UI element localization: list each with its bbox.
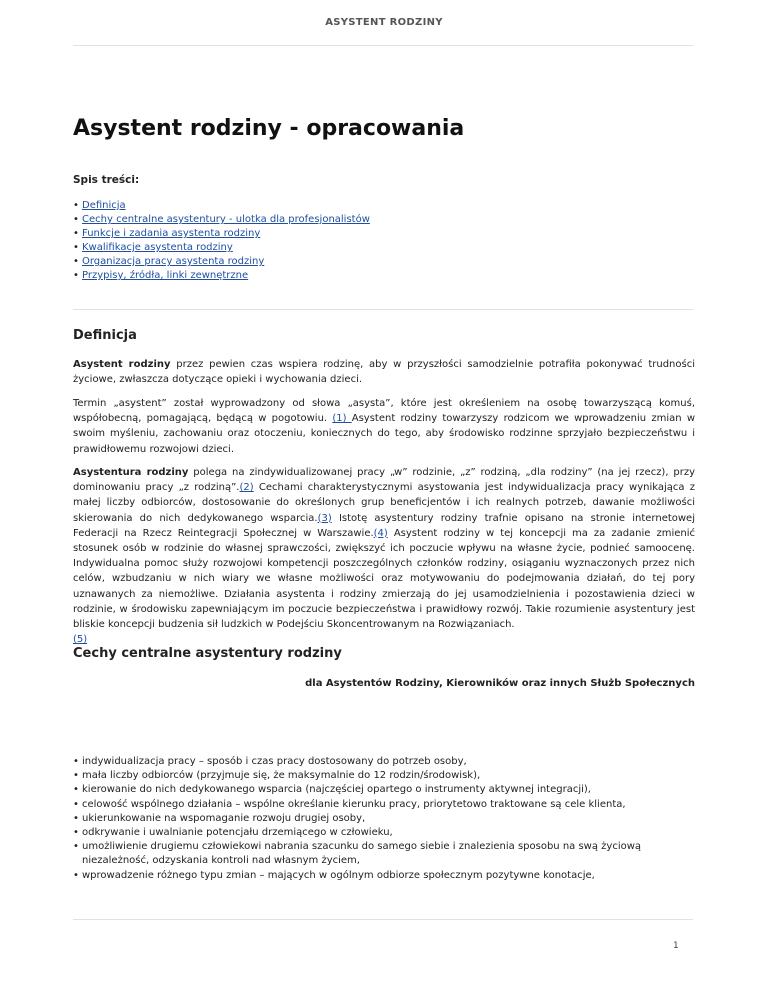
toc-item — [73, 199, 370, 213]
list-item: • mała liczby odbiorców (przyjmuje się, że maksymalnie do 12 rodzin/środowisk), — [73, 769, 695, 783]
footnote-link-1[interactable]: (1) — [332, 413, 352, 425]
section-divider — [73, 309, 693, 310]
paragraph-text: Asystent rodziny towarzyszy rodzicom we wprowadzeniu zmian w swoim myśleniu, zachowaniu oraz otoczeniu, koniecznych do tego, aby środowisko rodzinne sprzyjało bezpieczeństwu i prawidłowemu rozwojowi dzieci. — [73, 413, 695, 455]
paragraph-text: polega na zindywidualizowanej pracy „w” rodzinie, „z” rodziną, „dla rodziny” (na jej rzecz), przy dominowaniu pracy „z rodziną”. — [73, 467, 695, 494]
toc-link-organizacja[interactable]: Organizacja pracy asystenta rodziny — [82, 256, 265, 267]
term-asystent-rodziny: Asystent rodziny — [73, 359, 171, 370]
list-item: • odkrywanie i uwalnianie potencjału drzemiącego w człowieku, — [73, 826, 695, 840]
table-of-contents — [73, 199, 370, 283]
list-item: • celowość wspólnego działania – wspólne określanie kierunku pracy, priorytetowo traktowane są cele klienta, — [73, 798, 695, 812]
term-asystentura-rodziny: Asystentura rodziny — [73, 467, 189, 478]
header-divider — [73, 45, 693, 46]
footnote-link-2[interactable]: (2) — [239, 482, 254, 494]
toc-link-kwalifikacje[interactable]: Kwalifikacje asystenta rodziny — [82, 242, 233, 253]
toc-item — [73, 227, 370, 241]
footnote-link-5[interactable]: (5) — [73, 634, 88, 646]
toc-item — [73, 213, 370, 227]
footer-divider — [73, 919, 693, 920]
list-item: • umożliwienie drugiemu człowiekowi nabrania szacunku do samego siebie i znalezienia sposobu na swą życiową niezależność, odzyskania kontroli nad własnym życiem, — [73, 840, 695, 868]
toc-item — [73, 269, 370, 283]
list-item: • indywidualizacja pracy – sposób i czas pracy dostosowany do potrzeb osoby, — [73, 755, 695, 769]
paragraph-definition — [73, 357, 695, 387]
toc-link-definicja[interactable]: Definicja — [82, 200, 126, 211]
running-header: ASYSTENT RODZINY — [325, 17, 443, 28]
section-subheading: dla Asystentów Rodziny, Kierowników oraz innych Służb Społecznych — [305, 678, 695, 689]
toc-heading: Spis treści: — [73, 174, 140, 186]
toc-link-cechy[interactable]: Cechy centralne asystentury - ulotka dla profesjonalistów — [82, 214, 370, 225]
paragraph-asystentura — [73, 465, 695, 647]
list-item: • ukierunkowanie na wspomaganie rozwoju drugiej osoby, — [73, 812, 695, 826]
footnote-link-3[interactable]: (3) — [317, 512, 332, 524]
toc-item — [73, 241, 370, 255]
paragraph-text: Termin „asystent” został wyprowadzony od słowa „asysta”, które jest określeniem na osobę towarzyszącą komuś, współobecną, pomagającą, będącą w pogotowiu. — [73, 398, 695, 425]
toc-link-przypisy[interactable]: Przypisy, źródła, linki zewnętrzne — [82, 270, 249, 281]
footnote-link-4[interactable]: (4) — [373, 527, 388, 539]
section-heading-definicja: Definicja — [73, 328, 137, 343]
toc-item — [73, 255, 370, 269]
features-list — [73, 755, 695, 883]
paragraph-text: Istotę asystentury rodziny trafnie opisano na stronie internetowej Federacji na Rzecz Reintegracji Społecznej w Warszawie. — [73, 512, 695, 539]
paragraph-term-origin — [73, 396, 695, 457]
list-item: • wprowadzenie różnego typu zmian – mających w ogólnym odbiorze społecznym pozytywne konotacje, — [73, 869, 695, 883]
toc-link-funkcje[interactable]: Funkcje i zadania asystenta rodziny — [82, 228, 261, 239]
paragraph-text: Cechami charakterystycznymi asystowania jest indywidualizacja pracy wynikająca z małej liczby odbiorców, dostosowanie do określonych grup beneficjentów i ich realnych potrzeb, dawanie możliwości skierowania do nich dedykowanego wsparcia. — [73, 482, 695, 524]
page-number: 1 — [673, 941, 679, 951]
list-item: • kierowanie do nich dedykowanego wsparcia (najczęściej opartego o instrumenty aktywnej integracji), — [73, 783, 695, 797]
paragraph-text: Asystent rodziny w tej koncepcji ma za zadanie zmienić stosunek osób w rodzinie do własnej sprawczości, zwiększyć ich poczucie wpływu na własne życie, podnieć samoocenę. Indywidualna pomoc służy rozwojowi kompetencji poszczególnych członków rodziny, osiąganiu wyznaczonych przez nich celów, wzbudzaniu w nich wiary we własne możliwości oraz motywowaniu do podejmowania działań, do tej pory uznawanych za niemożliwe. Działania asystenta i rodziny zmierzają do jej usamodzielnienia i pozostawienia dzieci w rodzinie, w środowisku zapewniającym im poczucie bezpieczeństwa i prawidłowy rozwój. Takie rozumienie asystentury jest bliskie koncepcji budzenia sił ludzkich w Podejściu Skoncentrowanym na Rozwiązaniach. — [73, 527, 695, 631]
paragraph-text: przez pewien czas wspiera rodzinę, aby w przyszłości samodzielnie potrafiła pokonywać trudności życiowe, zwłaszcza dotyczące opieki i wychowania dzieci. — [73, 359, 695, 386]
section-heading-cechy: Cechy centralne asystentury rodziny — [73, 646, 342, 661]
page-title: Asystent rodziny - opracowania — [73, 116, 465, 141]
